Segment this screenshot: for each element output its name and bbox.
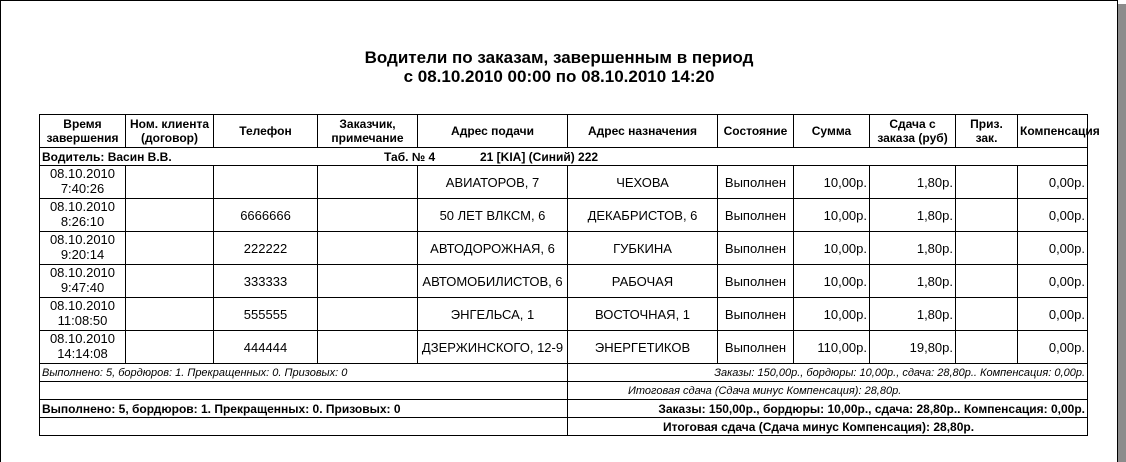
driver-info	[40, 148, 1088, 166]
change-cell: 1,80р.	[870, 265, 956, 298]
state-cell: Выполнен	[718, 331, 794, 364]
from-cell: АВИАТОРОВ, 7	[418, 166, 568, 199]
from-cell: ЭНГЕЛЬСА, 1	[418, 298, 568, 331]
phone-cell: 444444	[214, 331, 318, 364]
sum-cell: 10,00р.	[794, 166, 870, 199]
col-customer-header: Заказчик, примечание	[318, 115, 418, 148]
prize-cell	[956, 232, 1018, 265]
driver-tab: Таб. № 4	[384, 149, 436, 164]
sum-cell: 110,00р.	[794, 331, 870, 364]
phone-cell: 555555	[214, 298, 318, 331]
change-cell: 1,80р.	[870, 232, 956, 265]
driver-change-row	[40, 382, 1088, 400]
comp-cell: 0,00р.	[1018, 298, 1088, 331]
col-comp-header: Компенсация	[1018, 115, 1088, 148]
col-phone-header: Телефон	[214, 115, 318, 148]
customer-cell	[318, 232, 418, 265]
time-text: 9:47:40	[60, 280, 105, 295]
time-text: 8:26:10	[60, 214, 105, 229]
comp-cell: 0,00р.	[1018, 166, 1088, 199]
col-from-header: Адрес подачи	[418, 115, 568, 148]
customer-cell	[318, 166, 418, 199]
client-cell	[126, 199, 214, 232]
to-cell: РАБОЧАЯ	[568, 265, 718, 298]
col-to-header: Адрес назначения	[568, 115, 718, 148]
comp-cell: 0,00р.	[1018, 331, 1088, 364]
state-cell: Выполнен	[718, 166, 794, 199]
driver-summary-row	[40, 364, 1088, 382]
table-row	[40, 265, 1088, 298]
client-cell	[126, 298, 214, 331]
prize-cell	[956, 298, 1018, 331]
customer-cell	[318, 265, 418, 298]
sum-cell: 10,00р.	[794, 298, 870, 331]
change-cell: 1,80р.	[870, 199, 956, 232]
comp-cell: 0,00р.	[1018, 232, 1088, 265]
date-text: 08.10.2010	[49, 331, 116, 346]
customer-cell	[318, 199, 418, 232]
time-cell	[40, 331, 126, 364]
report-title: Водители по заказам, завершенным в период	[364, 48, 754, 67]
col-client-header: Ном. клиента (договор)	[126, 115, 214, 148]
time-text: 7:40:26	[60, 181, 105, 196]
col-state-header: Состояние	[718, 115, 794, 148]
driver-summary-left: Выполнено: 5, бордюров: 1. Прекращенных: 0. Призовых: 0	[40, 364, 568, 382]
date-text: 08.10.2010	[49, 232, 116, 247]
grand-summary-right: Заказы: 150,00р., бордюры: 10,00р., сдача: 28,80р.. Компенсация: 0,00р.	[568, 400, 1088, 418]
table-row	[40, 232, 1088, 265]
grand-summary-left: Выполнено: 5, бордюров: 1. Прекращенных: 0. Призовых: 0	[40, 400, 568, 418]
col-time-header: Время завершения	[40, 115, 126, 148]
driver-change-empty	[40, 382, 568, 400]
orders-table	[39, 114, 1100, 436]
time-cell	[40, 166, 126, 199]
grand-change-row	[40, 418, 1088, 436]
prize-cell	[956, 265, 1018, 298]
col-prize-header: Приз. зак.	[956, 115, 1018, 148]
change-cell: 1,80р.	[870, 298, 956, 331]
phone-cell	[214, 166, 318, 199]
time-cell	[40, 199, 126, 232]
client-cell	[126, 232, 214, 265]
change-cell: 19,80р.	[870, 331, 956, 364]
comp-cell: 0,00р.	[1018, 265, 1088, 298]
date-text: 08.10.2010	[49, 298, 116, 313]
state-cell: Выполнен	[718, 199, 794, 232]
sum-cell: 10,00р.	[794, 232, 870, 265]
driver-summary-right: Заказы: 150,00р., бордюры: 10,00р., сдача: 28,80р.. Компенсация: 0,00р.	[568, 364, 1088, 382]
change-cell: 1,80р.	[870, 166, 956, 199]
date-text: 08.10.2010	[49, 166, 116, 181]
grand-change-total: Итоговая сдача (Сдача минус Компенсация): 28,80р.	[568, 418, 1088, 436]
customer-cell	[318, 331, 418, 364]
table-header-row	[40, 115, 1088, 148]
driver-car: 21 [KIA] (Синий) 222	[480, 149, 599, 164]
client-cell	[126, 331, 214, 364]
time-cell	[40, 232, 126, 265]
phone-cell: 6666666	[214, 199, 318, 232]
comp-cell: 0,00р.	[1018, 199, 1088, 232]
from-cell: АВТОДОРОЖНАЯ, 6	[418, 232, 568, 265]
time-cell	[40, 265, 126, 298]
customer-cell	[318, 298, 418, 331]
from-cell: 50 ЛЕТ ВЛКСМ, 6	[418, 199, 568, 232]
phone-cell: 333333	[214, 265, 318, 298]
from-cell: АВТОМОБИЛИСТОВ, 6	[418, 265, 568, 298]
state-cell: Выполнен	[718, 265, 794, 298]
prize-cell	[956, 331, 1018, 364]
col-change-header: Сдача с заказа (руб)	[870, 115, 956, 148]
from-cell: ДЗЕРЖИНСКОГО, 12-9	[418, 331, 568, 364]
to-cell: ЧЕХОВА	[568, 166, 718, 199]
state-cell: Выполнен	[718, 298, 794, 331]
driver-change-total: Итоговая сдача (Сдача минус Компенсация): 28,80р.	[568, 382, 1088, 400]
table-row	[40, 298, 1088, 331]
grand-change-empty	[40, 418, 568, 436]
to-cell: ГУБКИНА	[568, 232, 718, 265]
to-cell: ВОСТОЧНАЯ, 1	[568, 298, 718, 331]
date-text: 08.10.2010	[49, 265, 116, 280]
time-text: 11:08:50	[57, 313, 108, 328]
table-row	[40, 331, 1088, 364]
time-cell	[40, 298, 126, 331]
state-cell: Выполнен	[718, 232, 794, 265]
phone-cell: 222222	[214, 232, 318, 265]
table-row	[40, 199, 1088, 232]
page-shadow	[1118, 4, 1126, 462]
report-period: с 08.10.2010 00:00 по 08.10.2010 14:20	[403, 67, 715, 86]
time-text: 14:14:08	[57, 346, 108, 361]
client-cell	[126, 166, 214, 199]
driver-row	[40, 148, 1088, 166]
time-text: 9:20:14	[60, 247, 105, 262]
client-cell	[126, 265, 214, 298]
sum-cell: 10,00р.	[794, 265, 870, 298]
table-row	[40, 166, 1088, 199]
driver-name: Водитель: Васин В.В.	[42, 149, 172, 164]
prize-cell	[956, 199, 1018, 232]
grand-summary-row	[40, 400, 1088, 418]
col-sum-header: Сумма	[794, 115, 870, 148]
date-text: 08.10.2010	[49, 199, 116, 214]
prize-cell	[956, 166, 1018, 199]
sum-cell: 10,00р.	[794, 199, 870, 232]
to-cell: ДЕКАБРИСТОВ, 6	[568, 199, 718, 232]
to-cell: ЭНЕРГЕТИКОВ	[568, 331, 718, 364]
